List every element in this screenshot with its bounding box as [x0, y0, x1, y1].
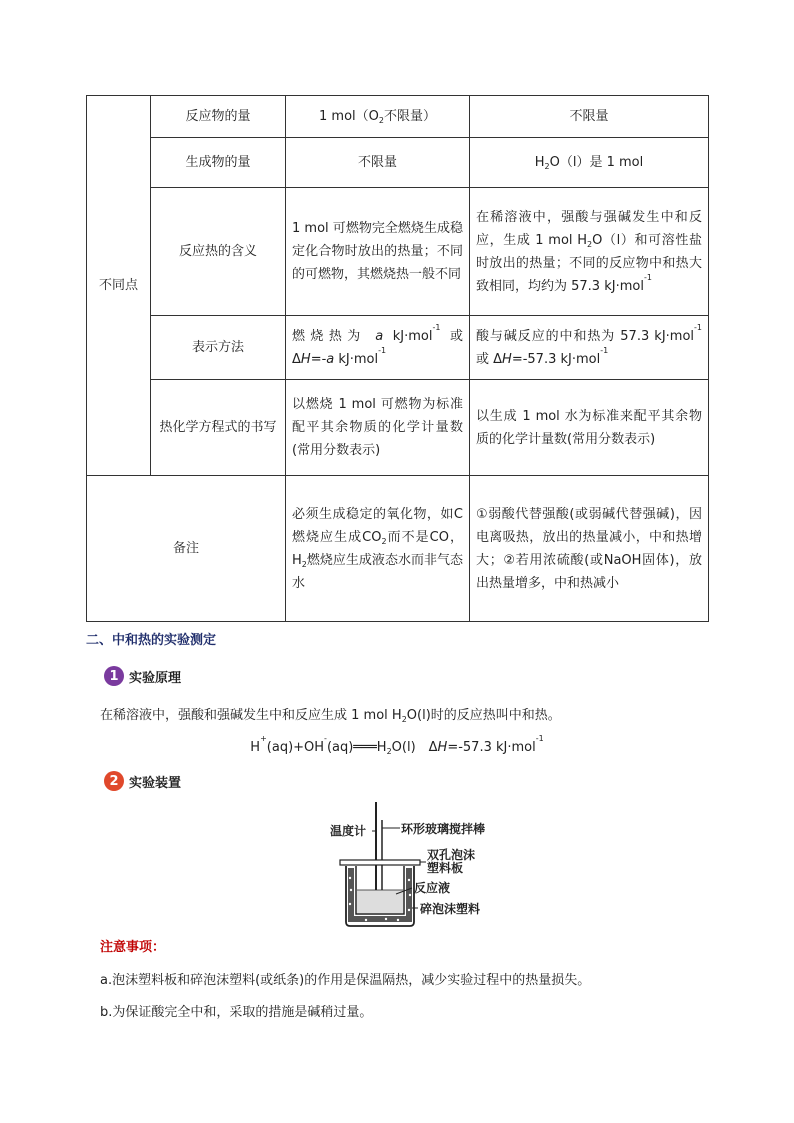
step-number-badge: 2 — [104, 771, 124, 791]
cell-neutralization-equation: 以生成 1 mol 水为标准来配平其余物质的化学计量数(常用分数表示) — [470, 380, 709, 476]
notes-title: 注意事项： — [100, 940, 166, 955]
cell-neutralization-remark: ①弱酸代替强酸(或弱碱代替强碱)，因电离吸热，放出的热量减小，中和热增大；②若用浓硫酸(或NaOH固体)，放出热量增多，中和热减小 — [470, 476, 709, 622]
group-label-differences: 不同点 — [87, 96, 151, 476]
step-principle-heading — [104, 666, 181, 686]
row-label-reactant-quantity: 反应物的量 — [151, 96, 286, 138]
step-title: 实验装置 — [129, 775, 182, 791]
principle-text: 在稀溶液中，强酸和强碱发生中和反应生成 1 mol $H_2O(l)$时的反应热叫中和热。 — [100, 708, 561, 724]
step-number-badge: 1 — [104, 666, 124, 686]
label-stirrer: 环形玻璃搅拌棒 — [401, 822, 486, 836]
cell-combustion-equation: 以燃烧 1 mol 可燃物为标准配平其余物质的化学计量数(常用分数表示) — [286, 380, 470, 476]
note-a: a.泡沫塑料板和碎泡沫塑料(或纸条)的作用是保温隔热，减少实验过程中的热量损失。 — [100, 973, 591, 988]
cell-neutralization-expression: 酸与碱反应的中和热为 57.3 kJ·mol$^{-1}$ 或 ΔH=-57.3 kJ·mol$^{-1}$ — [470, 316, 709, 380]
lid-icon — [340, 860, 420, 865]
row-label-meaning: 反应热的含义 — [151, 188, 286, 316]
comparison-table — [86, 95, 709, 622]
note-b: b.为保证酸完全中和，采取的措施是碱稍过量。 — [100, 1005, 373, 1020]
row-label-product-quantity: 生成物的量 — [151, 138, 286, 188]
cell-combustion-remark: 必须生成稳定的氧化物，如C燃烧应生成$CO_2$而不是CO，$H_2$燃烧应生成液态水而非气态水 — [286, 476, 470, 622]
cell-combustion-product: 不限量 — [286, 138, 470, 188]
step-apparatus-heading — [104, 771, 181, 791]
cell-combustion-reactant: 1 $mol(O_2$不限量） — [286, 96, 470, 138]
row-label-remark: 备注 — [87, 476, 286, 622]
label-lid-line2: 塑料板 — [427, 861, 464, 875]
label-lid — [427, 849, 475, 875]
section-title: 二、中和热的实验测定 — [86, 633, 217, 648]
row-label-equation: 热化学方程式的书写 — [151, 380, 286, 476]
label-thermometer: 温度计 — [330, 824, 367, 838]
cell-combustion-expression: 燃烧热为 a kJ·mol$^{-1}$ 或 ΔH=-a kJ·mol$^{-1}$ — [286, 316, 470, 380]
cell-combustion-meaning: 1 mol 可燃物完全燃烧生成稳定化合物时放出的热量；不同的可燃物，其燃烧热一般不同 — [286, 188, 470, 316]
cell-neutralization-meaning: 在稀溶液中，强酸与强碱发生中和反应，生成 1 mol $H_2O(l)$和可溶性盐时放出的热量；不同的反应物中和热大致相同，均约为 57.3 kJ·mol$^{-1}$ — [470, 188, 709, 316]
step-title: 实验原理 — [129, 670, 182, 686]
label-lid-line1: 双孔泡沫 — [427, 848, 476, 862]
label-foam: 碎泡沫塑料 — [420, 902, 481, 916]
cell-neutralization-product: $H_2O(l)$是 1 mol — [470, 138, 709, 188]
label-liquid: 反应液 — [414, 881, 451, 895]
neutralization-equation: $H^+(aq)+OH^-(aq)═══H_2O(l)$ ΔH=-57.3 kJ·mol$^{-1}$ — [250, 734, 544, 756]
row-label-expression: 表示方法 — [151, 316, 286, 380]
cell-neutralization-reactant: 不限量 — [470, 96, 709, 138]
